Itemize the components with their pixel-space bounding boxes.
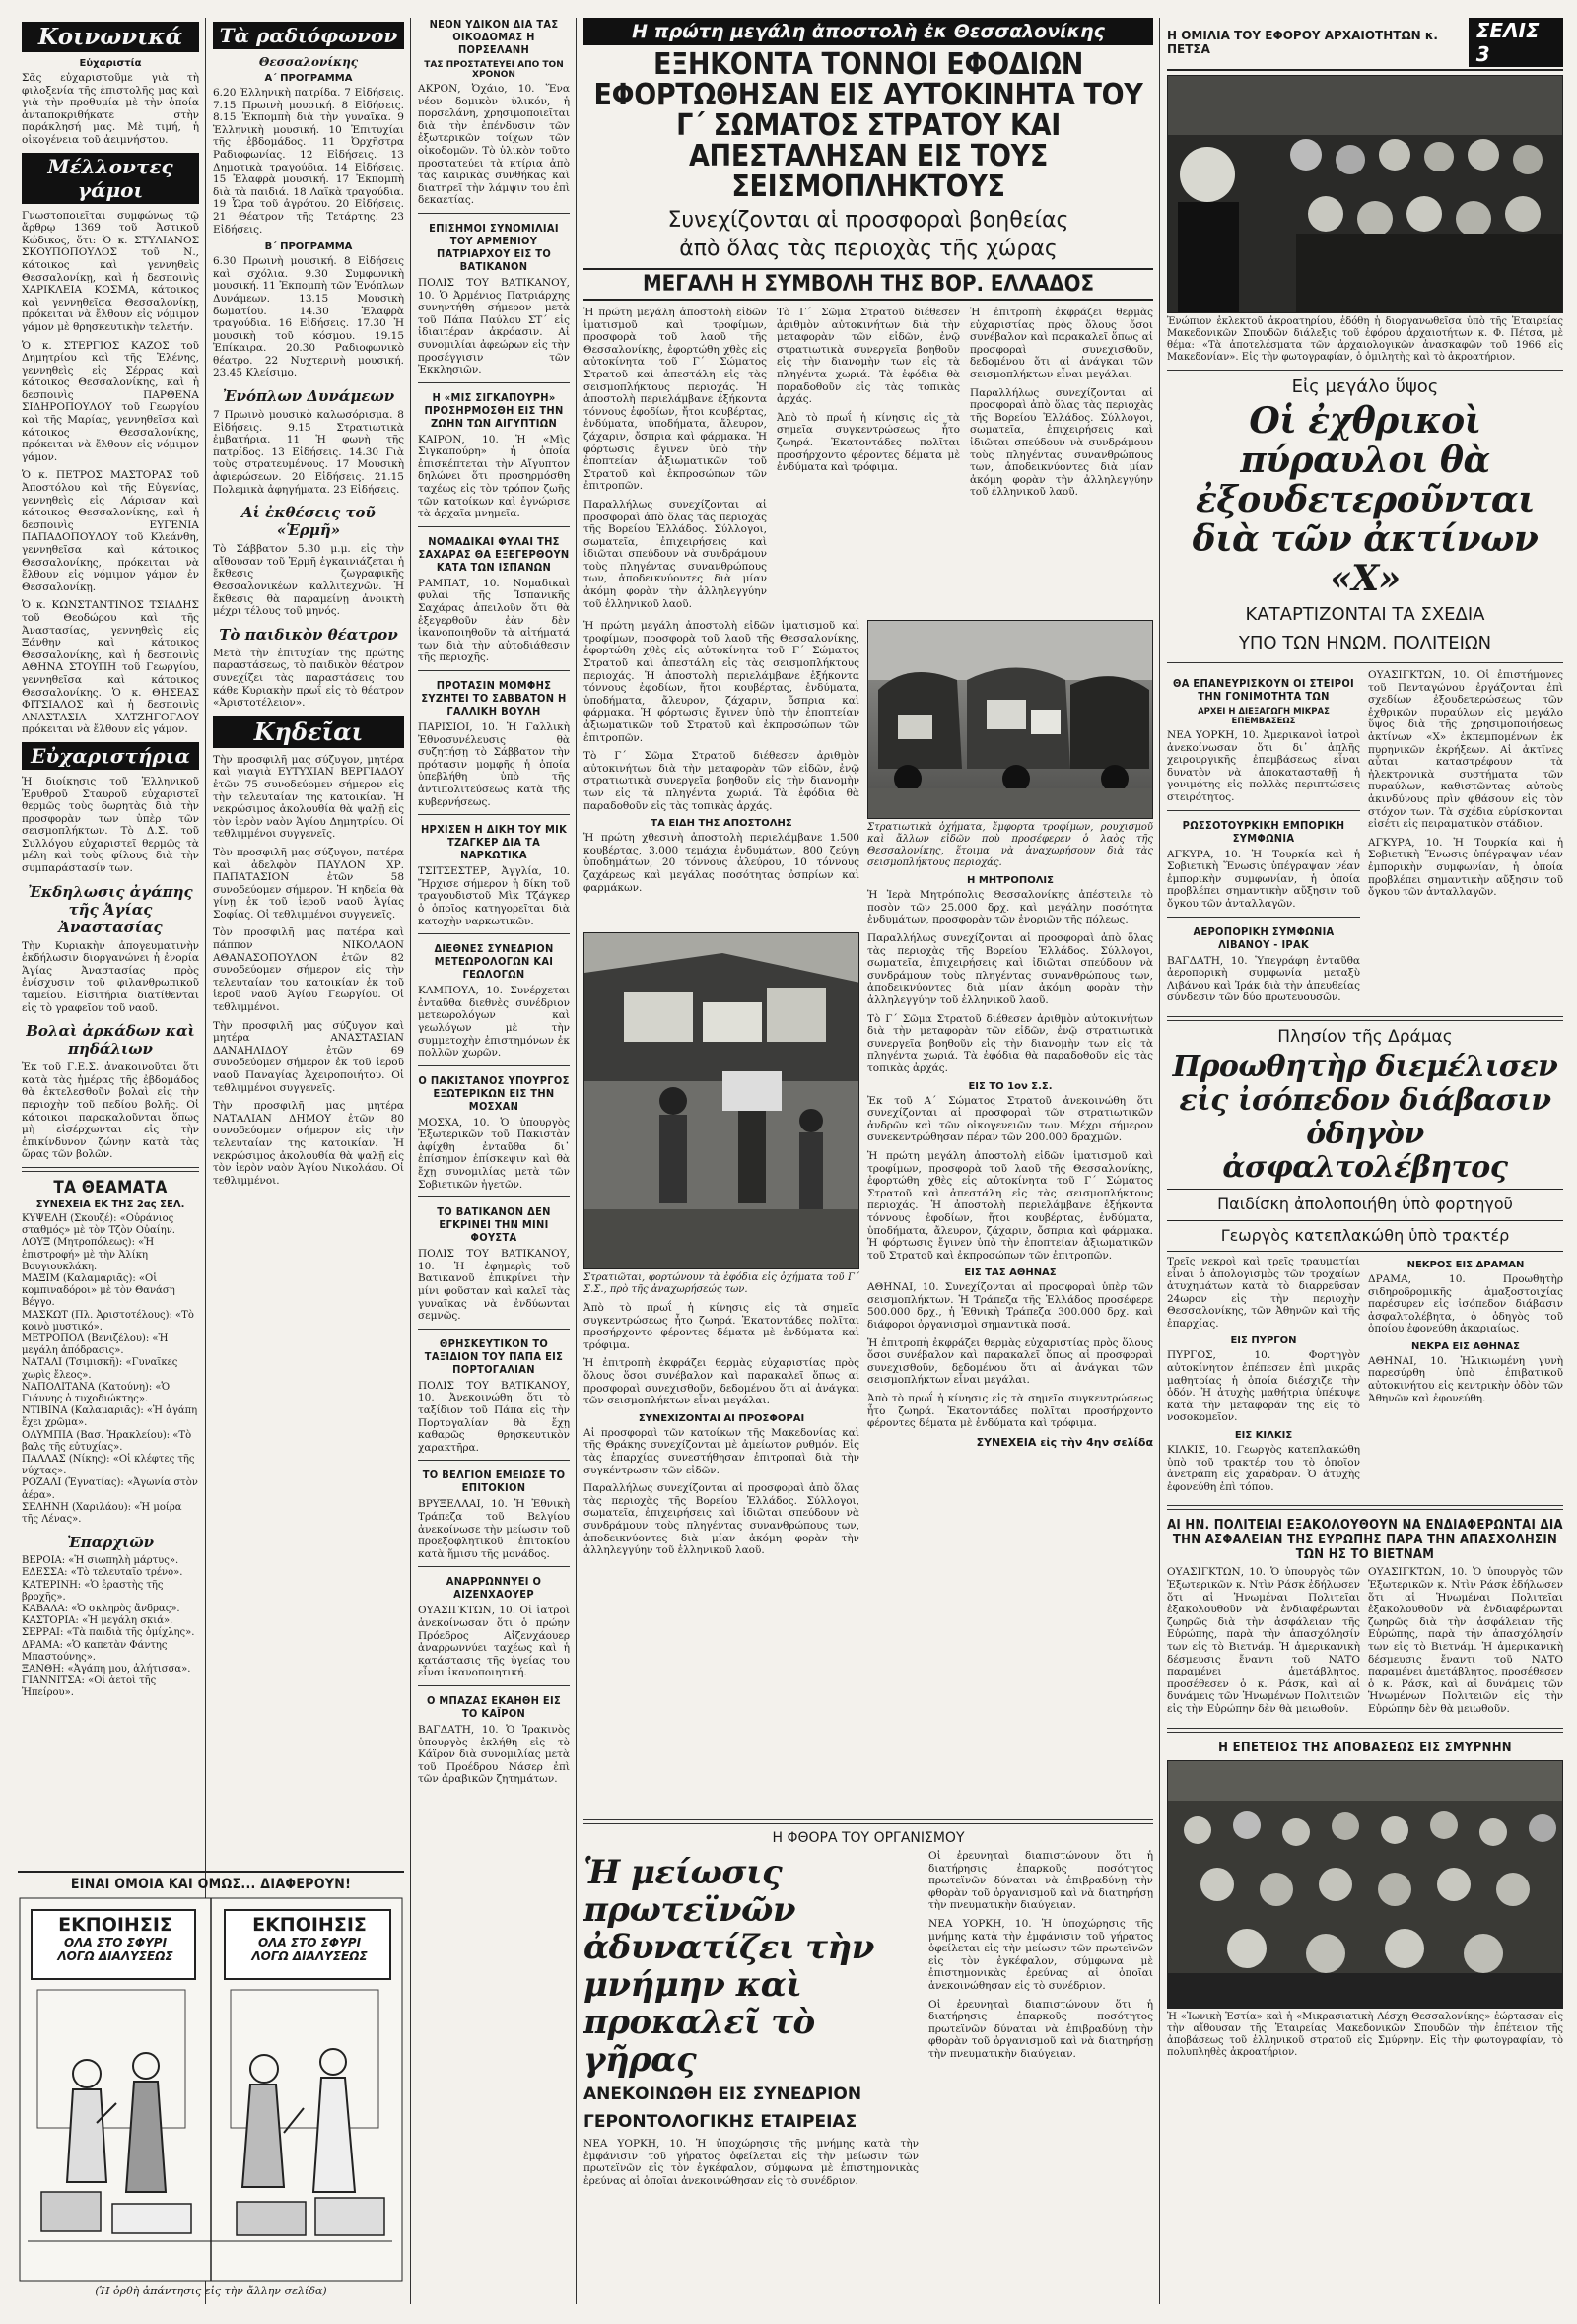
divider <box>418 526 570 527</box>
anastasia-title: Ἐκδηλωσις ἀγάπης τῆς Ἁγίας Ἀναστασίας <box>28 882 193 936</box>
sub-text: ΑΓΚΥΡΑ, 10. Ἡ Τουρκία καὶ ἡ Σοβιετικὴ Ἕνωσις ὑπέγραψαν νέαν ἐμπορικὴν συμφωνίαν, ἡ ὁποία προβλέπει σημαντικὴν αὔξησιν τοῦ ὄγκου τῶν ἀνταλλαγῶν. <box>1167 848 1360 910</box>
divider <box>1167 662 1563 663</box>
metropolis-title: Η ΜΗΤΡΟΠΟΛΙΣ <box>967 875 1054 887</box>
story-paragraph: Τὸ Γ΄ Σῶμα Στρατοῦ διέθεσεν ἀριθμὸν αὐτοκινήτων διὰ τὴν μεταφορὰν τῶν εἰδῶν, ἐνῷ στρατιωτικὰ συνεργεῖα βοηθοῦν εἰς τὴν διανομὴν των εἰς τὰ πληγέντα χωριά. Τὰ ἐφόδια θὰ παραδοθοῦν εἰς τὰς τοπικὰς ἀρχάς. <box>583 750 859 812</box>
bottom-text: ΝΕΑ ΥΟΡΚΗ, 10. Ἡ ὑποχώρησις τῆς μνήμης κατὰ τὴν ἐμφάνισιν τοῦ γήρατος ὀφείλεται εἰς τὴν μείωσιν τῶν πρωτεϊνῶν εἰς τὸν ἐγκέφαλον, σύμφωνα μὲ ἐπιστημονικὰς ἐρεύνας αἱ ὁποῖαι ἀνεκοινώθησαν εἰς τὸ συνέδριον. <box>583 2138 919 2187</box>
article-text: ΡΑΜΠΑΤ, 10. Νομαδικαὶ φυλαὶ τῆς Ἰσπανικῆς Σαχάρας ἀπειλοῦν ὅτι θὰ ἐξεγερθοῦν ἐὰν δὲν ἱκανοποιηθοῦν τὰ αἰτήματά των διὰ τὴν αὐτοδιάθεσιν τῆς περιοχῆς. <box>418 577 570 664</box>
drama-deck: Γεωργὸς κατεπλακώθη ὑπὸ τρακτέρ <box>1167 1220 1563 1252</box>
divider <box>1167 1505 1563 1510</box>
drama-sub: ΕΙΣ ΚΙΛΚΙΣ <box>1234 1430 1293 1442</box>
exhibitions-text: Τὸ Σάββατον 5.30 μ.μ. εἰς τὴν αἴθουσαν τοῦ Ἑρμῆ ἐγκαινιάζεται ἡ ἔκθεσις ζωγραφικῆς Θεσσαλονικέων καλλιτεχνῶν. Ἡ ἔκθεσις θὰ παραμείνῃ ἀνοικτὴ μέχρι τέλους τοῦ μηνός. <box>213 543 404 618</box>
exhibitions-title: Αἱ ἐκθέσεις τοῦ «Ἑρμῆ» <box>241 504 376 540</box>
top-label: Η ΟΜΙΛΙΑ ΤΟΥ ΕΦΟΡΟΥ ΑΡΧΑΙΟΤΗΤΩΝ κ. ΠΕΤΣΑ <box>1167 29 1438 56</box>
drama-text: Τρεῖς νεκροὶ καὶ τρεῖς τραυματίαι εἶναι ὁ ἀπολογισμὸς τῶν τροχαίων ἀτυχημάτων κατὰ τὸ διαρρεῦσαν 24ωρον εἰς τὴν περιοχὴν Θεσσαλονίκης, τῶν Ἀθηνῶν καὶ τῆς ἐπαρχίας. <box>1167 1255 1360 1330</box>
cinema-listing: ΛΟΥΞ (Μητροπόλεως): «Ἡ ἐπιστροφή» μὲ τὴν Ἀλίκη Βουγιουκλάκη. <box>22 1237 155 1272</box>
article-title: Η «ΜΙΣ ΣΙΓΚΑΠΟΥΡΗ» ΠΡΟΣΗΡΜΟΣΘΗ ΕΙΣ ΤΗΝ ΖΩΗΝ ΤΩΝ ΑΙΓΥΠΤΙΩΝ <box>424 390 564 430</box>
article-text: ΟΥΑΣΙΓΚΤΩΝ, 10. Οἱ ἰατροὶ ἀνεκοίνωσαν ὅτι ὁ πρώην Πρόεδρος Αἰζενχάουερ ἀναρρωννύει ταχέως καὶ ἡ κατάστασις τῆς ὑγείας του εἶναι ἱκανοποιητική. <box>418 1605 570 1679</box>
province-listing: ΚΑΣΤΟΡΙΑ: «Ἡ μεγάλη σκιά». <box>22 1615 173 1627</box>
article-text: ΠΟΛΙΣ ΤΟΥ ΒΑΤΙΚΑΝΟΥ, 10. Ὁ Ἀρμένιος Πατριάρχης συνηντήθη σήμερον μετὰ τοῦ Πάπα Παύλου ΣΤ΄ εἰς ἰδιαιτέραν ἀκρόασιν. Αἱ συνομιλίαι ἀφεώρων εἰς τὴν προσέγγισιν τῶν Ἐκκλησιῶν. <box>418 276 570 376</box>
article-title: ΝΕΟΝ ΥΔΙΚΟΝ ΔΙΑ ΤΑΣ ΟΙΚΟΔΟΜΑΣ Η ΠΟΡΣΕΛΑΝΗ <box>429 18 559 56</box>
lost-title: Βολαὶ ἀρκάδων καὶ πηδάλιων <box>26 1022 195 1059</box>
article-text: ΚΑΜΠΟΥΛ, 10. Συνέρχεται ἐνταῦθα διεθνὲς συνέδριον μετεωρολόγων καὶ γεωλόγων μὲ τὴν συμμετοχὴν ἐπιστημόνων ἐκ πολλῶν χωρῶν. <box>418 985 570 1059</box>
program-a-title: Α΄ ΠΡΟΓΡΑΜΜΑ <box>264 73 353 84</box>
cinema-listing: ΝΑΠΟΛΙΤΑΝΑ (Κατούνη): «Ὁ Γιάννης ὁ τυχοδιώκτης». <box>22 1381 171 1405</box>
divider <box>1167 370 1563 371</box>
lecture-photo-caption: Ἐνώπιον ἐκλεκτοῦ ἀκροατηρίου, ἐδόθη ἡ διοργανωθεῖσα ὑπὸ τῆς Ἑταιρείας Μακεδονικῶν Σπουδῶν διάλεξις τοῦ ἐφόρου ἀρχαιοτήτων κ. Φ. Πέτσα, μὲ θέμα: «Τὰ ἀποτελέσματα τῶν ἀρχαιολογικῶν ἀνασκαφῶν τοῦ 1966 εἰς Μακεδονίαν». Εἰς τὴν φωτογραφίαν, ὁ ὁμιλητὴς καὶ τὸ ἀκροατήριον. <box>1167 316 1563 363</box>
divider <box>418 933 570 934</box>
story-paragraph: Παραλλήλως συνεχίζονται αἱ προσφοραὶ ἀπὸ ὅλας τὰς περιοχὰς τῆς Βορείου Ἑλλάδος. Σύλλογοι, σωματεῖα, ἐπιχειρήσεις καὶ ἰδιῶται σπεύδουν νὰ συνδράμουν τοὺς πληγέντας συνανθρώπους των, ἀποδεικνύοντες διὰ μίαν ἀκόμη φορὰν τὴν ἀλληλεγγύην τοῦ ἑλληνικοῦ λαοῦ. <box>583 498 767 610</box>
column-right <box>1167 18 1563 2304</box>
divider <box>1167 1016 1563 1021</box>
cinema-listing: ΣΕΛΗΝΗ (Χαριλάου): «Ἡ μοίρα τῆς Λένας». <box>22 1501 182 1526</box>
divider <box>418 213 570 214</box>
sign-line: ΟΛΑ ΣΤΟ ΣΦΥΡΙ <box>257 1936 362 1949</box>
kids-title: Τὸ παιδικὸν θέατρον <box>219 625 398 644</box>
funeral-notice: Τὴν προσφιλῆ μας σύζυγον καὶ μητέρα ΑΝΑΣΤΑΣΙΑΝ ΔΑΝΑΗΛΙΔΟΥ ἐτῶν 69 συνοδεύομεν σήμερον ἐκ τοῦ ἱεροῦ ναοῦ Παναγίας Ἀχειροποιήτου. Οἱ τεθλιμμένοι συγγενεῖς. <box>213 1019 404 1094</box>
rockets-text: ΟΥΑΣΙΓΚΤΩΝ, 10. Οἱ ἐπιστήμονες τοῦ Πενταγώνου ἐργάζονται ἐπὶ σχεδίων ἐξουδετερώσεως τῶν ἐχθρικῶν πυραύλων εἰς μεγάλο ὕψος διὰ τῆς χρησιμοποιήσεως ἀκτίνων «Χ» ἐκπεμπομένων ἐκ πυρηνικῶν ἐκρήξεων. Αἱ ἀκτῖνες αὗται καταστρέφουν τὰ ἠλεκτρονικὰ συστήματα τῶν πυραύλων, καθιστῶντας αὐτοὺς ἀκινδύνους πρὶν φθάσουν εἰς τὸν στόχον των. Τὰ σχέδια εὑρίσκονται εἰσέτι εἰς πειραματικὸν στάδιον. <box>1368 669 1563 831</box>
bottom-deck: ΓΕΡΟΝΤΟΛΟΓΙΚΗΣ ΕΤΑΙΡΕΙΑΣ <box>583 2112 857 2132</box>
dispatch-text: Ἡ πρώτη χθεσινὴ ἀποστολὴ περιελάμβανε 1.500 κουβέρτας, 3.000 τεμάχια ἐνδυμάτων, 800 ζεύγη ὑποδημάτων, 20 τόννους ἀλεύρου, 10 τόννους ζαχάρεως καὶ μεγάλας ποσότητας ὀσπρίων καὶ φαρμάκων. <box>583 832 859 894</box>
rockets-deck: ΥΠΟ ΤΩΝ ΗΝΩΜ. ΠΟΛΙΤΕΙΩΝ <box>1238 633 1492 653</box>
province-listing: ΕΔΕΣΣΑ: «Τὸ τελευταῖο τρένο». <box>22 1567 183 1579</box>
divider <box>1167 810 1360 811</box>
sign-line: ΛΟΓΩ ΔΙΑΛΥΣΕΩΣ <box>57 1949 173 1963</box>
metropolis-text: Ἡ Ἱερὰ Μητρόπολις Θεσσαλονίκης ἀπέστειλε τὸ ποσὸν τῶν 25.000 δρχ. καὶ μεγάλην ποσότητα ἐνδυμάτων, προσφορὰν τῶν ἐνοριῶν τῆς πόλεως. <box>867 889 1153 926</box>
sign-line: ΛΟΓΩ ΔΙΑΛΥΣΕΩΣ <box>251 1949 368 1963</box>
cinema-listing: ΝΤΙΒΙΝΑ (Καλαμαριᾶς): «Ἡ ἀγάπη ἔχει χρῶμα». <box>22 1405 198 1429</box>
article-title: ΘΡΗΣΚΕΥΤΙΚΟΝ ΤΟ ΤΑΞΙΔΙΟΝ ΤΟΥ ΠΑΠΑ ΕΙΣ ΠΟΡΤΟΓΑΛΙΑΝ <box>424 1336 564 1376</box>
divider <box>1167 917 1360 918</box>
province-listing: ΞΑΝΘΗ: «Ἀγάπη μου, ἀλήτισσα». <box>22 1664 191 1675</box>
province-listing: ΚΑΤΕΡΙΝΗ: «Ὁ ἐραστὴς τῆς βροχῆς». <box>22 1579 164 1603</box>
thanks-text: Ἡ διοίκησις τοῦ Ἑλληνικοῦ Ἐρυθροῦ Σταυροῦ εὐχαριστεῖ θερμῶς τοὺς δωρητὰς διὰ τὴν προσφορὰν των ὑπὲρ τῶν σεισμοπλήκτων. Τὸ Δ.Σ. τοῦ Συλλόγου εὐχαριστεῖ θερμῶς τὰ μέλη καὶ τοὺς φίλους διὰ τὴν συμπαράστασίν των. <box>22 775 199 875</box>
bottom-headline: Ἡ μείωσις πρωτεϊνῶν ἀδυνατίζει τὴν μνήμην καὶ προκαλεῖ τὸ γῆρας <box>583 1853 874 2080</box>
bottom-deck: ΑΝΕΚΟΙΝΩΘΗ ΕΙΣ ΣΥΝΕΔΡΙΟΝ <box>583 2085 862 2104</box>
smyrna-photo <box>1167 1760 1563 2009</box>
army-text: 7 Πρωινὸ μουσικὸ καλωσόρισμα. 8 Εἰδήσεις. 9.15 Στρατιωτικὰ ἐμβατήρια. 11 Ἡ φωνὴ τῆς πατρίδος. 13 Εἰδήσεις. 14.30 Γιὰ τοὺς στρατευμένους. 17 Μουσικὴ ἀφιερώσεων. 20 Εἰδήσεις. 21.15 Πολεμικὰ ἀφηγήματα. 23 Εἰδήσεις. <box>213 409 404 496</box>
province-title: Ἐπαρχιῶν <box>66 1534 155 1552</box>
divider <box>1167 1728 1563 1733</box>
engaged-text: Γνωστοποιεῖται συμφώνως τῷ ἄρθρῳ 1369 τοῦ Ἀστικοῦ Κώδικος, ὅτι: Ὁ κ. ΣΤΥΛΙΑΝΟΣ ΣΚΟΥΠΟΠΟΥΛΟΣ τοῦ Ν., κάτοικος καὶ γεννηθεὶς Θεσσαλονίκῃ, καὶ ἡ δεσποινὶς ΧΑΡΙΚΛΕΙΑ ΚΟΣΜΑ, κάτοικος καὶ γεννηθεῖσα Θεσσαλονίκῃ, πρόκειται νὰ ἔλθουν εἰς νόμιμον γάμον μὲ θρησκευτικὴν τελετήν. <box>22 209 199 333</box>
funerals-header: Κηδεῖαι <box>213 716 404 748</box>
lost-text: Ἐκ τοῦ Γ.Ε.Σ. ἀνακοινοῦται ὅτι κατὰ τὰς ἡμέρας τῆς ἐβδομάδος θὰ ἐκτελεσθοῦν βολαὶ εἰς τὴν περιοχὴν τοῦ πεδίου βολῆς. Οἱ κάτοικοι παρακαλοῦνται ὅπως μὴ εἰσέρχωνται εἰς τὴν ἐπικίνδυνον ζώνην κατὰ τὰς ὥρας τῶν βολῶν. <box>22 1061 199 1161</box>
story-paragraph: Παραλλήλως συνεχίζονται αἱ προσφοραὶ ἀπὸ ὅλας τὰς περιοχὰς τῆς Βορείου Ἑλλάδος. Σύλλογοι, σωματεῖα, ἐπιχειρήσεις καὶ ἰδιῶται σπεύδουν νὰ συνδράμουν τοὺς πληγέντας συνανθρώπους των, ἀποδεικνύοντες διὰ μίαν ἀκόμη φορὰν τὴν ἀλληλεγγύην τοῦ ἑλληνικοῦ λαοῦ. <box>970 386 1153 499</box>
theater-sub: ΣΥΝΕΧΕΙΑ ΕΚ ΤΗΣ 2ας ΣΕΛ. <box>35 1198 185 1210</box>
story-paragraph: Ἡ ἐπιτροπὴ ἐκφράζει θερμὰς εὐχαριστίας πρὸς ὅλους ὅσοι συνέβαλον καὶ παρακαλεῖ ὅπως αἱ προσφοραὶ συνεχισθοῦν, δεδομένου ὅτι αἱ ἀνάγκαι τῶν σεισμοπλήκτων εἶναι μεγάλαι. <box>583 1357 859 1407</box>
story-paragraph: Τὸ Γ΄ Σῶμα Στρατοῦ διέθεσεν ἀριθμὸν αὐτοκινήτων διὰ τὴν μεταφορὰν τῶν εἰδῶν, ἐνῷ στρατιωτικὰ συνεργεῖα βοηθοῦν εἰς τὴν διανομὴν των εἰς τὰ πληγέντα χωριά. Τὰ ἐφόδια θὰ παραδοθοῦν εἰς τὰς τοπικὰς ἀρχάς. <box>867 1012 1153 1074</box>
drama-kicker: Πλησίον τῆς Δράμας <box>1277 1026 1453 1047</box>
article-title: ΝΟΜΑΔΙΚΑΙ ΦΥΛΑΙ ΤΗΣ ΣΑΧΑΡΑΣ ΘΑ ΕΞΕΓΕΡΘΟΥΝ ΚΑΤΑ ΤΩΝ ΙΣΠΑΝΩΝ <box>418 534 570 574</box>
main-kicker: Η πρώτη μεγάλη ἀποστολὴ ἐκ Θεσσαλονίκης <box>583 18 1153 45</box>
cartoon <box>18 1871 404 2306</box>
article-title: ΗΡΧΙΣΕΝ Η ΔΙΚΗ ΤΟΥ ΜΙΚ ΤΖΑΓΚΕΡ ΔΙΑ ΤΑ ΝΑΡΚΩΤΙΚΑ <box>420 823 568 862</box>
article-title: Ο ΜΠΑΖΑΣ ΕΚΑΗΘΗ ΕΙΣ ΤΟ ΚΑΪΡΟΝ <box>426 1693 562 1720</box>
main-deck: Συνεχίζονται αἱ προσφοραὶ βοηθείας <box>667 208 1069 233</box>
gss-title: ΕΙΣ ΤΟ 1ον Σ.Σ. <box>968 1080 1053 1092</box>
column-rule <box>1159 18 1160 2304</box>
sign-line: ΕΚΠΟΙΗΣΙΣ <box>58 1914 172 1936</box>
theater-title: ΤΑ ΘΕΑΜΑΤΑ <box>53 1177 168 1197</box>
drama-headline: Προωθητὴρ διεμέλισεν εἰς ἰσόπεδον διάβασιν ὁδηγὸν ἀσφαλτολέβητος <box>1172 1049 1558 1185</box>
cont-title: ΣΥΝΕΧΙΖΟΝΤΑΙ ΑΙ ΠΡΟΣΦΟΡΑΙ <box>638 1412 805 1424</box>
cartoon-sign-right <box>229 1914 390 1963</box>
story-paragraph: Τὸ Γ΄ Σῶμα Στρατοῦ διέθεσεν ἀριθμὸν αὐτοκινήτων διὰ τὴν μεταφορὰν τῶν εἰδῶν, ἐνῷ στρατιωτικὰ συνεργεῖα βοηθοῦν εἰς τὴν διανομὴν των εἰς τὰ πληγέντα χωριά. Τὰ ἐφόδια θὰ παραδοθοῦν εἰς τὰς τοπικὰς ἀρχάς. <box>777 307 960 406</box>
page-number: ΣΕΛΙΣ 3 <box>1469 18 1563 67</box>
article-text: ΠΟΛΙΣ ΤΟΥ ΒΑΤΙΚΑΝΟΥ, 10. Ἀνεκοινώθη ὅτι τὸ ταξίδιον τοῦ Πάπα εἰς τὴν Πορτογαλίαν θὰ ἔχῃ καθαρῶς θρησκευτικὸν χαρακτῆρα. <box>418 1379 570 1454</box>
article-text: ΚΑΙΡΟΝ, 10. Ἡ «Μὶς Σιγκαπούρη» ἡ ὁποία ἐπισκέπτεται τὴν Αἴγυπτον δηλώνει ὅτι προσηρμόσθη ταχέως εἰς τὸν τρόπον ζωῆς τῶν κατοίκων καὶ ἐγνώρισε τὰ ἀρχαῖα μνημεῖα. <box>418 433 570 520</box>
province-listing: ΣΕΡΡΑΙ: «Τὰ παιδιὰ τῆς ὁμίχλης». <box>22 1627 195 1639</box>
sub-text: ΒΑΓΔΑΤΗ, 10. Ὑπεγράφη ἐνταῦθα ἀεροπορικὴ συμφωνία μεταξὺ Λιβάνου καὶ Ἰράκ διὰ τὴν ἀπευθείας σύνδεσιν τῶν δύο πρωτευουσῶν. <box>1167 954 1360 1004</box>
drama-text: ΔΡΑΜΑ, 10. Προωθητὴρ σιδηροδρομικῆς ἁμαξοστοιχίας παρέσυρεν εἰς ἰσόπεδον διάβασιν ἀσφαλτολέβητα, ὁ ὁδηγὸς τοῦ ὁποίου ἐφονεύθη ἀκαριαίως. <box>1368 1272 1563 1335</box>
article-title: ΑΝΑΡΡΩΝΝΥΕΙ Ο ΑΙΖΕΝΧΑΟΥΕΡ <box>446 1575 542 1602</box>
drama-text: ΠΥΡΓΟΣ, 10. Φορτηγὸν αὐτοκίνητον ἐπέπεσεν ἐπὶ μικρᾶς μαθητρίας ἡ ὁποία διέσχιζε τὴν ὁδόν. Ἡ ἀτυχὴς μαθήτρια ὑπέκυψε κατὰ τὴν μεταφοράν της εἰς τὸ νοσοκομεῖον. <box>1167 1349 1360 1424</box>
cont-text: Παραλλήλως συνεχίζονται αἱ προσφοραὶ ἀπὸ ὅλας τὰς περιοχὰς τῆς Βορείου Ἑλλάδος. Σύλλογοι, σωματεῖα, ἐπιχειρήσεις καὶ ἰδιῶται σπεύδουν νὰ συνδράμουν τοὺς πληγέντας συνανθρώπους των, ἀποδεικνύοντες διὰ μίαν ἀκόμη φορὰν τὴν ἀλληλεγγύην τοῦ ἑλληνικοῦ λαοῦ. <box>583 1482 859 1557</box>
funeral-notice: Τὸν προσφιλῆ μας πατέρα καὶ πάππον ΝΙΚΟΛΑΟΝ ΑΘΑΝΑΣΟΠΟΥΛΟΝ ἐτῶν 82 συνοδεύομεν σήμερον εἰς τὴν τελευταίαν του κατοικίαν ἐκ τοῦ ἱεροῦ ναοῦ Ἁγίου Γεωργίου. Οἱ τεθλιμμένοι. <box>213 926 404 1014</box>
sub-text: ΝΕΑ ΥΟΡΚΗ, 10. Ἀμερικανοὶ ἰατροὶ ἀνεκοίνωσαν ὅτι δι᾽ ἁπλῆς χειρουργικῆς ἐπεμβάσεως εἶναι δυνατὸν νὰ ἀποκατασταθῇ ἡ γονιμότης εἰς πολλὰς περιπτώσεις στειρότητος. <box>1167 729 1360 803</box>
rockets-deck: ΚΑΤΑΡΤΙΖΟΝΤΑΙ ΤΑ ΣΧΕΔΙΑ <box>1245 604 1485 625</box>
divider <box>418 1566 570 1567</box>
gss-text: Ἐκ τοῦ Α΄ Σώματος Στρατοῦ ἀνεκοινώθη ὅτι συνεχίζονται αἱ προσφοραὶ τῶν στρατιωτικῶν ἀνδρῶν καὶ τῶν οἰκογενειῶν των. Μέχρι σήμερον συνεκεντρώθησαν πέραν τῶν 200.000 δραχμῶν. <box>867 1094 1153 1144</box>
social-sub: Εὐχαριστία <box>79 58 142 69</box>
bottom-text: Οἱ ἐρευνηταὶ διαπιστώνουν ὅτι ἡ διατήρησις ἐπαρκοῦς ποσότητος πρωτεϊνῶν δύναται νὰ ἐπιβραδύνῃ τὴν φθορὰν τοῦ ὀργανισμοῦ καὶ νὰ διατηρήσῃ τὴν πνευματικὴν διαύγειαν. <box>928 1998 1153 2060</box>
rockets-headline: Οἱ ἐχθρικοὶ πύραυλοι θὰ ἐξουδετεροῦνται διὰ τῶν ἀκτίνων «Χ» <box>1192 400 1539 599</box>
engaged-header: Μέλλοντες γάμοι <box>22 153 199 204</box>
smyrna-caption: Ἡ «Ἰωνικὴ Ἑστία» καὶ ἡ «Μικρασιατικὴ Λέσχη Θεσσαλονίκης» ἑώρτασαν εἰς τὴν αἴθουσαν τῆς Ἑταιρείας Μακεδονικῶν Σπουδῶν τὴν ἐπέτειον τῆς ἀποβάσεως τοῦ ἑλληνικοῦ στρατοῦ εἰς Σμύρνην. Εἰς τὴν φωτογραφίαν, τὸ πολυπληθὲς ἀκροατήριον. <box>1167 2011 1563 2058</box>
article-text: ΠΟΛΙΣ ΤΟΥ ΒΑΤΙΚΑΝΟΥ, 10. Ἡ ἐφημερὶς τοῦ Βατικανοῦ ἐπικρίνει τὴν μίνι φοῦσταν καὶ καλεῖ τὰς γυναῖκας νὰ ἐνδύωνται σεμνῶς. <box>418 1248 570 1323</box>
divider <box>418 1065 570 1066</box>
soldiers-photo-image <box>584 933 859 1268</box>
soldiers-photo-caption: Στρατιῶται, φορτώνουν τὰ ἐφόδια εἰς ὀχήματα τοῦ Γ΄ Σ.Σ., πρὸ τῆς ἀναχωρήσεώς των. <box>583 1272 859 1296</box>
radio-city: Θεσσαλονίκης <box>258 55 359 69</box>
athens-text: Ἀπὸ τὸ πρωΐ ἡ κίνησις εἰς τὰ σημεῖα συγκεντρώσεως ἦτο ζωηρά. Ἑκατοντάδες πολῖται προσήρχοντο φέροντες δέματα μὲ ἐνδύματα καὶ τρόφιμα. <box>867 1393 1153 1430</box>
kids-text: Μετὰ τὴν ἐπιτυχίαν τῆς πρώτης παραστάσεως, τὸ παιδικὸν θέατρον συνεχίζει τὰς παραστάσεις του κάθε Κυριακὴν πρωΐ εἰς τὸ θέατρον «Ἀριστοτέλειον». <box>213 647 404 710</box>
smyrna-photo-image <box>1168 1761 1563 2008</box>
anastasia-text: Τὴν Κυριακὴν ἀπογευματινὴν ἐκδήλωσιν διοργανώνει ἡ ἐνορία Ἁγίας Ἀναστασίας πρὸς ἐνίσχυσιν τοῦ φιλανθρωπικοῦ ταμείου. Εἰσιτήρια διατίθενται εἰς τὸ γραφεῖον τοῦ ναοῦ. <box>22 939 199 1014</box>
sign-line: ΕΚΠΟΙΗΣΙΣ <box>252 1914 367 1936</box>
bottom-kicker: Η ΦΘΟΡΑ ΤΟΥ ΟΡΓΑΝΙΣΜΟΥ <box>772 1830 965 1846</box>
lecture-photo-image <box>1168 76 1563 312</box>
cartoon-sign-left <box>35 1914 195 1963</box>
funeral-notice: Τὴν προσφιλῆ μας σύζυγον, μητέρα καὶ γιαγιὰ ΕΥΤΥΧΙΑΝ ΒΕΡΓΙΑΔΟΥ ἐτῶν 75 συνοδεύομεν σήμερον εἰς τὴν τελευταίαν της κατοικίαν. Ἡ νεκρώσιμος ἀκολουθία θὰ ψαλῇ εἰς τὸν ἱερὸν ναὸν Ἁγίου Δημητρίου. Οἱ τεθλιμμένοι συγγενεῖς. <box>213 753 404 841</box>
divider <box>418 382 570 383</box>
sub-subtitle: ΑΡΧΕΙ Η ΔΙΕΞΑΓΩΓΗ ΜΙΚΡΑΣ ΕΠΕΜΒΑΣΕΩΣ <box>1198 707 1330 726</box>
article-text: ΑΚΡΟΝ, Ὀχάιο, 10. Ἕνα νέον δομικὸν ὑλικόν, ἡ πορσελάνη, χρησιμοποιεῖται διὰ τὴν ἐπένδυσιν τῶν ἐξωτερικῶν τοίχων τῶν οἰκοδομῶν. Τὸ ὑλικὸν τοῦτο προστατεύει τὰ κτίρια ἀπὸ τὰς καιρικὰς συνθήκας καὶ διατηρεῖ τὴν λάμψιν του ἐπὶ δεκαετίας. <box>418 83 570 207</box>
story-paragraph: Παραλλήλως συνεχίζονται αἱ προσφοραὶ ἀπὸ ὅλας τὰς περιοχὰς τῆς Βορείου Ἑλλάδος. Σύλλογοι, σωματεῖα, ἐπιχειρήσεις καὶ ἰδιῶται σπεύδουν νὰ συνδράμουν τοὺς πληγέντας συνανθρώπους των, ἀποδεικνύοντες διὰ μίαν ἀκόμη φορὰν τὴν ἀλληλεγγύην τοῦ ἑλληνικοῦ λαοῦ. <box>867 932 1153 1006</box>
province-listing: ΔΡΑΜΑ: «Ὁ καπετὰν Φάντης Μπαστούνης». <box>22 1639 168 1663</box>
province-list <box>22 1555 199 1699</box>
divider <box>418 1685 570 1686</box>
trucks-photo <box>867 620 1153 819</box>
main-deck-bold: ΜΕΓΑΛΗ Η ΣΥΜΒΟΛΗ ΤΗΣ ΒΟΡ. ΕΛΛΑΔΟΣ <box>583 268 1153 301</box>
article-title: ΤΟ ΒΕΛΓΙΟΝ ΕΜΕΙΩΣΕ ΤΟ ΕΠΙΤΟΚΙΟΝ <box>422 1469 566 1495</box>
bottom-text: Οἱ ἐρευνηταὶ διαπιστώνουν ὅτι ἡ διατήρησις ἐπαρκοῦς ποσότητος πρωτεϊνῶν δύναται νὰ ἐπιβραδύνῃ τὴν φθορὰν τοῦ ὀργανισμοῦ καὶ νὰ διατηρήσῃ τὴν πνευματικὴν διαύγειαν. <box>928 1850 1153 1912</box>
article-title: ΤΟ ΒΑΤΙΚΑΝΟΝ ΔΕΝ ΕΓΚΡΙΝΕΙ ΤΗΝ ΜΙΝΙ ΦΟΥΣΤΑ <box>437 1205 551 1245</box>
divider <box>583 1819 1153 1824</box>
story-paragraph: Ἀπὸ τὸ πρωΐ ἡ κίνησις εἰς τὰ σημεῖα συγκεντρώσεως ἦτο ζωηρά. Ἑκατοντάδες πολῖται προσήρχοντο φέροντες δέματα μὲ ἐνδύματα καὶ τρόφιμα. <box>777 411 960 474</box>
army-title: Ἐνόπλων Δυνάμεων <box>222 387 395 406</box>
engaged-text: Ὁ κ. ΣΤΕΡΓΙΟΣ ΚΑΖΟΣ τοῦ Δημητρίου καὶ τῆς Ἑλένης, γεννηθεὶς εἰς Σέρρας καὶ κάτοικος Θεσσαλονίκης, καὶ ἡ δεσποινὶς ΠΑΡΘΕΝΑ ΣΙΔΗΡΟΠΟΥΛΟΥ τοῦ Γεωργίου καὶ τῆς Μαρίας, γεννηθεῖσα καὶ κάτοικος Θεσσαλονίκης, πρόκειται νὰ ἔλθουν εἰς νόμιμον γάμον. <box>22 339 199 463</box>
trucks-photo-caption: Στρατιωτικὰ ὀχήματα, ἔμφορτα τροφίμων, ρουχισμοῦ καὶ ἄλλων εἰδῶν ποὺ προσέφερεν ὁ λαὸς τῆς Θεσσαλονίκης, ἕτοιμα νὰ ἀναχωρήσουν διὰ τὰς σεισμοπλήκτους περιοχάς. <box>867 822 1153 869</box>
usa-headline: ΑΙ ΗΝ. ΠΟΛΙΤΕΙΑΙ ΕΞΑΚΟΛΟΥΘΟΥΝ ΝΑ ΕΝΔΙΑΦΕΡΩΝΤΑΙ ΔΙΑ ΤΗΝ ΑΣΦΑΛΕΙΑΝ ΤΗΣ ΕΥΡΩΠΗΣ ΠΑΡΑ ΤΗΝ ΑΠΑΣΧΟΛΗΣΙΝ ΤΩΝ ΗΣ ΤΟ ΒΙΕΤΝΑΜ <box>1167 1518 1563 1563</box>
column-rule <box>410 18 411 2304</box>
drama-text: ΑΘΗΝΑΙ, 10. Ἡλικιωμένη γυνὴ παρεσύρθη ὑπὸ ἐπιβατικοῦ αὐτοκινήτου εἰς κεντρικὴν ὁδὸν τῶν Ἀθηνῶν καὶ ἐφονεύθη. <box>1368 1354 1563 1404</box>
funeral-notice: Τὴν προσφιλῆ μας μητέρα ΝΑΤΑΛΙΑΝ ΔΗΜΟΥ ἐτῶν 80 συνοδεύομεν σήμερον εἰς τὴν τελευταίαν της κατοικίαν. Ἡ νεκρώσιμος ἀκολουθία θὰ ψαλῇ εἰς τὸν ἱερὸν ναὸν Ἁγίου Νικολάου. Οἱ τεθλιμμένοι. <box>213 1100 404 1187</box>
story-paragraph: Ἡ πρώτη μεγάλη ἀποστολὴ εἰδῶν ἰματισμοῦ καὶ τροφίμων, προσφορὰ τοῦ λαοῦ τῆς Θεσσαλονίκης, ἐφορτώθη χθὲς εἰς αὐτοκίνητα τοῦ Γ΄ Σώματος Στρατοῦ καὶ ἀπεστάλη εἰς τὰς σεισμοπλήκτους περιοχάς. Ἡ ἀποστολὴ περιελάμβανε ἑξήκοντα τόννους ἐφοδίων, ἤτοι κουβέρτας, ἐνδύματα, ὑποδήματα, ἄλευρον, ζάχαριν, ὄσπρια καὶ φάρμακα. Ἡ φόρτωσις ἔγινεν ὑπὸ τὴν ἐποπτείαν ἀξιωματικῶν τοῦ Στρατοῦ καὶ ἐκπροσώπων τῶν ἐπιτροπῶν. <box>583 307 767 493</box>
sign-line: ΟΛΑ ΣΤΟ ΣΦΥΡΙ <box>63 1936 168 1949</box>
gss-text: Ἡ πρώτη μεγάλη ἀποστολὴ εἰδῶν ἰματισμοῦ καὶ τροφίμων, προσφορὰ τοῦ λαοῦ τῆς Θεσσαλονίκης, ἐφορτώθη χθὲς εἰς αὐτοκίνητα τοῦ Γ΄ Σώματος Στρατοῦ καὶ ἀπεστάλη εἰς τὰς σεισμοπλήκτους περιοχάς. Ἡ ἀποστολὴ περιελάμβανε ἑξήκοντα τόννους ἐφοδίων, ἤτοι κουβέρτας, ἐνδύματα, ὑποδήματα, ἄλευρον, ζάχαριν, ὄσπρια καὶ φάρμακα. Ἡ φόρτωσις ἔγινεν ὑπὸ τὴν ἐποπτείαν ἀξιωματικῶν τοῦ Στρατοῦ καὶ ἐκπροσώπων τῶν ἐπιτροπῶν. <box>867 1149 1153 1262</box>
drama-sub: ΝΕΚΡΟΣ ΕΙΣ ΔΡΑΜΑΝ <box>1406 1259 1525 1270</box>
social-header: Κοινωνικά <box>22 22 199 52</box>
sub-title: ΑΕΡΟΠΟΡΙΚΗ ΣΥΜΦΩΝΙΑ ΛΙΒΑΝΟΥ - ΙΡΑΚ <box>1193 924 1335 951</box>
cinema-listing: ΜΑΣΚΩΤ (Πλ. Ἀριστοτέλους): «Τὸ κοινὸ μυστικό». <box>22 1309 194 1333</box>
cinema-listing: ΜΑΞΙΜ (Καλαμαριᾶς): «Οἱ κομπιναδόροι» μὲ τὸν Θανάση Βέγγο. <box>22 1272 175 1309</box>
athens-text: Ἡ ἐπιτροπὴ ἐκφράζει θερμὰς εὐχαριστίας πρὸς ὅλους ὅσοι συνέβαλον καὶ παρακαλεῖ ὅπως αἱ προσφοραὶ συνεχισθοῦν, δεδομένου ὅτι αἱ ἀνάγκαι τῶν σεισμοπλήκτων εἶναι μεγάλαι. <box>867 1336 1153 1387</box>
cinema-listing: ΚΥΨΕΛΗ (Σκουζέ): «Οὐράνιος σταθμός» μὲ τὸν Τζὸν Οὐαίην. <box>22 1212 175 1237</box>
sub-title: ΘΑ ΕΠΑΝΕΥΡΙΣΚΟΥΝ ΟΙ ΣΤΕΙΡΟΙ ΤΗΝ ΓΟΝΙΜΟΤΗΤΑ ΤΩΝ <box>1172 677 1355 703</box>
drama-sub: ΝΕΚΡΑ ΕΙΣ ΑΘΗΝΑΣ <box>1411 1340 1520 1352</box>
divider <box>418 1460 570 1461</box>
story-paragraph: Ἀπὸ τὸ πρωΐ ἡ κίνησις εἰς τὰ σημεῖα συγκεντρώσεως ἦτο ζωηρά. Ἑκατοντάδες πολῖται προσήρχοντο φέροντες δέματα μὲ ἐνδύματα καὶ τρόφιμα. <box>583 1302 859 1351</box>
funeral-notice: Τὸν προσφιλῆ μας σύζυγον, πατέρα καὶ ἀδελφὸν ΠΑΥΛΟΝ ΧΡ. ΠΑΠΑΤΑΣΙΟΝ ἐτῶν 58 συνοδεύομεν σήμερον. Ἡ κηδεία θὰ γίνῃ ἐκ τοῦ ἱεροῦ ναοῦ Ἁγίας Σοφίας. Οἱ τεθλιμμένοι συγγενεῖς. <box>213 846 404 921</box>
cont-text: Αἱ προσφοραὶ τῶν κατοίκων τῆς Μακεδονίας καὶ τῆς Θράκης συνεχίζονται μὲ ἀμείωτον ρυθμόν. Εἰς τὰς ἐπαρχίας συνεστήθησαν ἐπιτροπαὶ διὰ τὴν συγκέντρωσιν τῶν εἰδῶν. <box>583 1426 859 1476</box>
engaged-text: Ὁ κ. ΚΩΝΣΤΑΝΤΙΝΟΣ ΤΣΙΑΔΗΣ τοῦ Θεοδώρου καὶ τῆς Ἀναστασίας, γεννηθεὶς εἰς Ξάνθην καὶ κάτοικος Θεσσαλονίκης, καὶ ἡ δεσποινὶς ΑΘΗΝΑ ΣΤΟΥΠΗ τοῦ Γεωργίου, γεννηθεῖσα καὶ κάτοικος Θεσσαλονίκης. Ὁ κ. ΘΗΣΕΑΣ ΦΙΤΣΙΑΛΟΣ καὶ ἡ δεσποινὶς ΑΝΑΣΤΑΣΙΑ ΧΑΤΖΗΓΟΓΛΟΥ πρόκειται νὰ ἔλθουν εἰς γάμον. <box>22 599 199 736</box>
cinema-listing: ΟΛΥΜΠΙΑ (Βασ. Ἡρακλείου): «Τὸ βαλς τῆς εὐτυχίας». <box>22 1429 192 1453</box>
divider <box>418 814 570 815</box>
story-paragraph: Ἡ πρώτη μεγάλη ἀποστολὴ εἰδῶν ἰματισμοῦ καὶ τροφίμων, προσφορὰ τοῦ λαοῦ τῆς Θεσσαλονίκης, ἐφορτώθη χθὲς εἰς αὐτοκίνητα τοῦ Γ΄ Σώματος Στρατοῦ καὶ ἀπεστάλη εἰς τὰς σεισμοπλήκτους περιοχάς. Ἡ ἀποστολὴ περιελάμβανε ἑξήκοντα τόννους ἐφοδίων, ἤτοι κουβέρτας, ἐνδύματα, ὑποδήματα, ἄλευρον, ζάχαριν, ὄσπρια καὶ φάρμακα. Ἡ φόρτωσις ἔγινεν ὑπὸ τὴν ἐποπτείαν ἀξιωματικῶν τοῦ Στρατοῦ καὶ ἐκπροσώπων τῶν ἐπιτροπῶν. <box>583 620 859 744</box>
main-deck: ἀπὸ ὅλας τὰς περιοχὰς τῆς χώρας <box>679 237 1058 261</box>
main-story <box>583 18 1153 2304</box>
cartoon-title: ΕΙΝΑΙ ΟΜΟΙΑ ΚΑΙ ΟΜΩΣ... ΔΙΑΦΕΡΟΥΝ! <box>70 1877 352 1892</box>
article-text: ΒΑΓΔΑΤΗ, 10. Ὁ Ἰρακινὸς ὑπουργὸς ἐκλήθη εἰς τὸ Κάϊρον διὰ συνομιλίας μετὰ τοῦ Προέδρου Νάσερ ἐπὶ τῶν ἀραβικῶν ζητημάτων. <box>418 1723 570 1786</box>
program-b-title: Β΄ ΠΡΟΓΡΑΜΜΑ <box>264 241 353 253</box>
lecture-photo <box>1167 75 1563 313</box>
column-radio <box>213 18 404 1861</box>
story-paragraph: Ἡ ἐπιτροπὴ ἐκφράζει θερμὰς εὐχαριστίας πρὸς ὅλους ὅσοι συνέβαλον καὶ παρακαλεῖ ὅπως αἱ προσφοραὶ συνεχισθοῦν, δεδομένου ὅτι αἱ ἀνάγκαι τῶν σεισμοπλήκτων εἶναι μεγάλαι. <box>970 307 1153 380</box>
cartoon-caption: (Ἡ ὀρθὴ ἀπάντησις εἰς τὴν ἄλλην σελίδα) <box>95 2285 327 2297</box>
usa-text: ΟΥΑΣΙΓΚΤΩΝ, 10. Ὁ ὑπουργὸς τῶν Ἐξωτερικῶν κ. Ντὶν Ράσκ ἐδήλωσεν ὅτι αἱ Ἡνωμέναι Πολιτεῖαι ἐξακολουθοῦν νὰ ἐνδιαφέρωνται ζωηρῶς διὰ τὴν ἀσφάλειαν τῆς Εὐρώπης, παρὰ τὴν ἀπασχόλησίν των εἰς τὸ Βιετνάμ. Ἡ ἀμερικανικὴ δέσμευσις ἔναντι τοῦ ΝΑΤΟ παραμένει ἀμετάβλητος, προσέθεσεν ὁ κ. Ράσκ, καὶ αἱ δυνάμεις τῶν Ἡνωμένων Πολιτειῶν εἰς τὴν Εὐρώπην δὲν θὰ μειωθοῦν. <box>1167 1566 1360 1715</box>
divider <box>418 670 570 671</box>
cinema-listing: ΠΑΛΛΑΣ (Νίκης): «Οἱ κλέφτες τῆς νύχτας». <box>22 1454 195 1477</box>
engaged-text: Ὁ κ. ΠΕΤΡΟΣ ΜΑΣΤΟΡΑΣ τοῦ Ἀποστόλου καὶ τῆς Εὐγενίας, γεννηθεὶς εἰς Λάρισαν καὶ κάτοικος Θεσσαλονίκης, καὶ ἡ δεσποινὶς ΕΥΓΕΝΙΑ ΠΑΠΑΔΟΠΟΥΛΟΥ τοῦ Κλεάνθη, γεννηθεῖσα καὶ κάτοικος Θεσσαλονίκης, πρόκειται νὰ ἔλθουν εἰς νόμιμον γάμον ἐν Θεσσαλονίκῃ. <box>22 469 199 593</box>
column-wire-news <box>418 18 570 2304</box>
drama-deck: Παιδίσκη ἀπολοποιήθη ὑπὸ φορτηγοῦ <box>1167 1189 1563 1217</box>
article-text: ΜΟΣΧΑ, 10. Ὁ ὑπουργὸς Ἐξωτερικῶν τοῦ Πακιστὰν ἀφίχθη ἐνταῦθα δι᾽ ἐπίσημον ἐπίσκεψιν καὶ θὰ ἔχῃ συνομιλίας μετὰ τῶν Σοβιετικῶν ἡγετῶν. <box>418 1116 570 1191</box>
program-b-text: 6.30 Πρωινὴ μουσική. 8 Εἰδήσεις καὶ σχόλια. 9.30 Συμφωνικὴ μουσική. 11 Ἐκπομπὴ τῶν Ἐνόπλων Δυνάμεων. 13.15 Μουσικὴ δωματίου. 14.30 Ἐλαφρὰ τραγούδια. 16 Εἰδήσεις. 17.30 Ἡ μουσικὴ τοῦ κόσμου. 19.15 Ἐπίκαιρα. 20.30 Ραδιοφωνικὸ θέατρο. 22 Νυχτερινὴ μουσική. 23.45 Κλείσιμο. <box>213 255 404 379</box>
trucks-photo-image <box>868 621 1153 818</box>
article-title: ΔΙΕΘΝΕΣ ΣΥΝΕΔΡΙΟΝ ΜΕΤΕΩΡΟΛΟΓΩΝ ΚΑΙ ΓΕΩΛΟΓΩΝ <box>434 942 554 982</box>
rockets-text: ΑΓΚΥΡΑ, 10. Ἡ Τουρκία καὶ ἡ Σοβιετικὴ Ἕνωσις ὑπέγραψαν νέαν ἐμπορικὴν συμφωνίαν, ἡ ὁποία προβλέπει σημαντικὴν αὔξησιν τοῦ ὄγκου τῶν ἀνταλλαγῶν. <box>1368 836 1563 899</box>
rockets-kicker: Εἰς μεγάλο ὕψος <box>1291 376 1439 397</box>
divider <box>22 1167 199 1172</box>
province-listing: ΒΕΡΟΙΑ: «Ἡ σιωπηλὴ μάρτυς». <box>22 1555 179 1567</box>
drama-text: ΚΙΛΚΙΣ, 10. Γεωργὸς κατεπλακώθη ὑπὸ τοῦ τρακτέρ του τὸ ὁποῖον ἀνετράπη εἰς χαράδραν. Ὁ ἀτυχὴς ἐφονεύθη ἐπὶ τόπου. <box>1167 1444 1360 1493</box>
province-listing: ΓΙΑΝΝΙΤΣΑ: «Οἱ ἀετοὶ τῆς Ἠπείρου». <box>22 1675 157 1699</box>
cinema-listing: ΝΑΤΑΛΙ (Τσιμισκῆ): «Γυναῖκες χωρὶς ἔλεος». <box>22 1357 178 1381</box>
program-a-text: 6.20 Ἑλληνικὴ πατρίδα. 7 Εἰδήσεις. 7.15 Πρωινὴ μουσική. 8 Εἰδήσεις. 8.15 Ἐκπομπὴ διὰ τὴν γυναῖκα. 9 Ἑλληνικὴ μουσική. 10 Ἐπιτυχίαι τῆς ἑβδομάδος. 11 Ὀρχῆστρα Ραδιοφωνίας. 12 Εἰδήσεις. 13 Δημοτικὰ τραγούδια. 14 Εἰδήσεις. 15 Ἐλαφρὰ μουσική. 17 Ἐκπομπὴ διὰ τὰ παιδιά. 18 Λαϊκὰ τραγούδια. 19 Ὧρα τοῦ ἀγρότου. 20 Εἰδήσεις. 21 Θέατρον τῆς Τετάρτης. 23 Εἰδήσεις. <box>213 87 404 236</box>
social-text: Σᾶς εὐχαριστοῦμε γιὰ τὴ φιλοξενία τῆς ἐπιστολῆς μας καὶ γιὰ τὴν προθυμία μὲ τὴν ὁποία ἀνταποκριθήκατε στὴν παράκλησή μας. Μὲ τιμή, ἡ οἰκογένεια τοῦ ἀειμνήστου. <box>22 72 199 146</box>
usa-text: ΟΥΑΣΙΓΚΤΩΝ, 10. Ὁ ὑπουργὸς τῶν Ἐξωτερικῶν κ. Ντὶν Ράσκ ἐδήλωσεν ὅτι αἱ Ἡνωμέναι Πολιτεῖαι ἐξακολουθοῦν νὰ ἐνδιαφέρωνται ζωηρῶς διὰ τὴν ἀσφάλειαν τῆς Εὐρώπης, παρὰ τὴν ἀπασχόλησίν των εἰς τὸ Βιετνάμ. Ἡ ἀμερικανικὴ δέσμευσις ἔναντι τοῦ ΝΑΤΟ παραμένει ἀμετάβλητος, προσέθεσεν ὁ κ. Ράσκ, καὶ αἱ δυνάμεις τῶν Ἡνωμένων Πολιτειῶν εἰς τὴν Εὐρώπην δὲν θὰ μειωθοῦν. <box>1368 1566 1563 1715</box>
cinema-listing: ΜΕΤΡΟΠΟΛ (Βενιζέλου): «Ἡ μεγάλη ἀπόδρασις». <box>22 1333 169 1357</box>
divider <box>418 1329 570 1330</box>
drama-sub: ΕΙΣ ΠΥΡΓΟΝ <box>1230 1335 1297 1347</box>
article-title: Ο ΠΑΚΙΣΤΑΝΟΣ ΥΠΟΥΡΓΟΣ ΕΞΩΤΕΡΙΚΩΝ ΕΙΣ ΤΗΝ ΜΟΣΧΑΝ <box>418 1073 570 1113</box>
article-title: ΠΡΟΤΑΣΙΝ ΜΟΜΦΗΣ ΣΥΖΗΤΕΙ ΤΟ ΣΑΒΒΑΤΟΝ Η ΓΑΛΛΙΚΗ ΒΟΥΛΗ <box>421 679 567 718</box>
main-headline: ΕΞΗΚΟΝΤΑ ΤΟΝΝΟΙ ΕΦΟΔΙΩΝ ΕΦΟΡΤΩΘΗΣΑΝ ΕΙΣ ΑΥΤΟΚΙΝΗΤΑ ΤΟΥ Γ΄ ΣΩΜΑΤΟΣ ΣΤΡΑΤΟΥ ΚΑΙ ΑΠΕΣΤΑΛΗΣΑΝ ΕΙΣ ΤΟΥΣ ΣΕΙΣΜΟΠΛΗΚΤΟΥΣ <box>593 47 1143 204</box>
radio-header: Τὰ ραδιόφωνον <box>213 22 404 49</box>
article-subtitle: ΤΑΣ ΠΡΟΣΤΑΤΕΥΕΙ ΑΠΟ ΤΟΝ ΧΡΟΝΟΝ <box>424 60 564 80</box>
divider <box>418 1196 570 1197</box>
bottom-text: ΝΕΑ ΥΟΡΚΗ, 10. Ἡ ὑποχώρησις τῆς μνήμης κατὰ τὴν ἐμφάνισιν τοῦ γήρατος ὀφείλεται εἰς τὴν μείωσιν τῶν πρωτεϊνῶν εἰς τὸν ἐγκέφαλον, σύμφωνα μὲ ἐπιστημονικὰς ἐρεύνας αἱ ὁποῖαι ἀνεκοινώθησαν εἰς τὸ συνέδριον. <box>928 1917 1153 1992</box>
cinema-list <box>22 1213 199 1526</box>
column-rule <box>576 18 577 2304</box>
thanks-header: Εὐχαριστήρια <box>22 742 199 770</box>
smyrna-title: Η ΕΠΕΤΕΙΟΣ ΤΗΣ ΑΠΟΒΑΣΕΩΣ ΕΙΣ ΣΜΥΡΝΗΝ <box>1218 1740 1512 1755</box>
soldiers-photo <box>583 932 859 1269</box>
cinema-listing: ΡΟΖΑΛΙ (Ἐγνατίας): «Ἀγωνία στὸν ἀέρα». <box>22 1477 198 1501</box>
athens-title: ΕΙΣ ΤΑΣ ΑΘΗΝΑΣ <box>964 1267 1057 1279</box>
continued-note: ΣΥΝΕΧΕΙΑ εἰς τὴν 4ην σελίδα <box>976 1435 1153 1449</box>
province-listing: ΚΑΒΑΛΑ: «Ὁ σκληρὸς ἄνδρας». <box>22 1604 180 1615</box>
dispatch-title: ΤΑ ΕΙΔΗ ΤΗΣ ΑΠΟΣΤΟΛΗΣ <box>651 818 792 830</box>
article-text: ΤΣΙΤΣΕΣΤΕΡ, Ἀγγλία, 10. Ἤρχισε σήμερον ἡ δίκη τοῦ τραγουδιστοῦ Μὶκ Τζάγκερ ὁ ὁποῖος κατηγορεῖται διὰ κατοχὴν ναρκωτικῶν. <box>418 865 570 927</box>
athens-text: ΑΘΗΝΑΙ, 10. Συνεχίζονται αἱ προσφοραὶ ὑπὲρ τῶν σεισμοπλήκτων. Ἡ Τράπεζα τῆς Ἑλλάδος προσέφερε 500.000 δρχ., ἡ Ἐθνικὴ Τράπεζα 300.000 δρχ. καὶ διάφοροι ὀργανισμοὶ σημαντικὰ ποσά. <box>867 1281 1153 1332</box>
article-text: ΠΑΡΙΣΙΟΙ, 10. Ἡ Γαλλικὴ Ἐθνοσυνέλευσις θὰ συζητήσῃ τὸ Σάββατον τὴν πρότασιν μομφῆς ἡ ὁποία ὑπεβλήθη ὑπὸ τῆς ἀντιπολιτεύσεως κατὰ τῆς κυβερνήσεως. <box>418 721 570 808</box>
article-title: ΕΠΙΣΗΜΟΙ ΣΥΝΟΜΙΛΙΑΙ ΤΟΥ ΑΡΜΕΝΙΟΥ ΠΑΤΡΙΑΡΧΟΥ ΕΙΣ ΤΟ ΒΑΤΙΚΑΝΟΝ <box>429 221 559 273</box>
article-text: ΒΡΥΞΕΛΛΑΙ, 10. Ἡ Ἐθνικὴ Τράπεζα τοῦ Βελγίου ἀνεκοίνωσε τὴν μείωσιν τοῦ προεξοφλητικοῦ ἐπιτοκίου κατὰ ἥμισυ τῆς μονάδος. <box>418 1498 570 1560</box>
sub-title: ΡΩΣΣΟΤΟΥΡΚΙΚΗ ΕΜΠΟΡΙΚΗ ΣΥΜΦΩΝΙΑ <box>1182 818 1345 845</box>
